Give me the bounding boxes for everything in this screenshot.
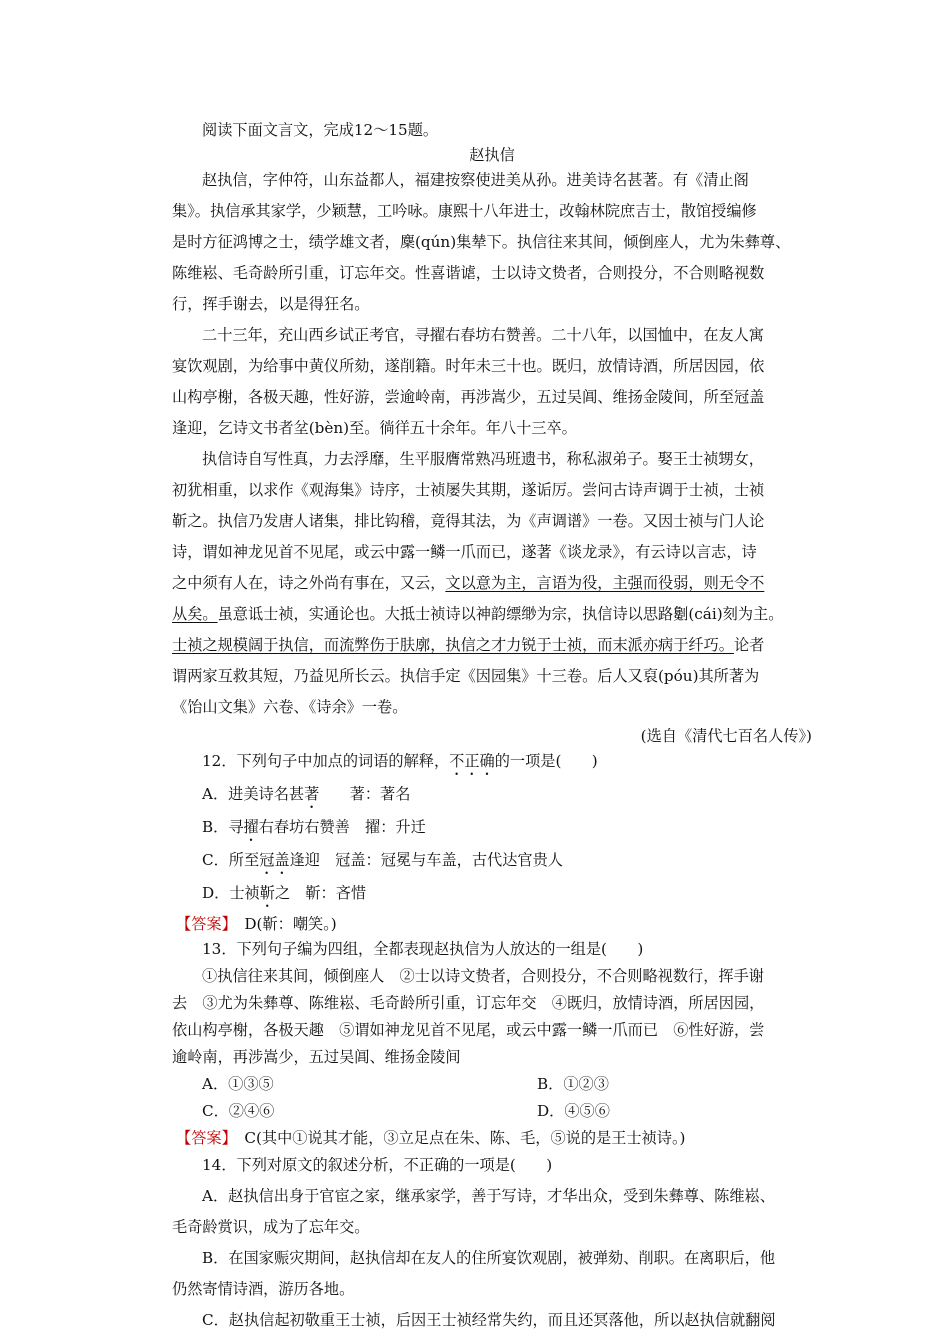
question-12	[172, 749, 812, 937]
text-line: 宴饮观剧，为给事中黄仪所劾，遂削籍。时年未三十也。既归，放情诗酒，所居因园，依	[172, 357, 765, 375]
text-span: 之中须有人在，诗之外尚有事在，又云，	[172, 574, 446, 592]
option-d	[172, 881, 812, 906]
passage-title: 赵执信	[469, 146, 515, 164]
question-13	[172, 937, 812, 1151]
text-line: 去 ③尤为朱彝尊、陈维崧、毛奇龄所引重，订忘年交 ④既归，放情诗酒，所居因园，	[172, 994, 765, 1012]
option-text: 右春坊右赞善 擢：升迁	[258, 818, 426, 836]
option-text: 著：著名	[319, 785, 411, 803]
option-b: B．①②③	[537, 1075, 609, 1093]
text-line: 集》。执信承其家学，少颖慧，工吟咏。康熙十八年进士，改翰林院庶吉士，散馆授编修	[172, 202, 757, 220]
text-line	[172, 633, 812, 658]
text-line	[172, 602, 812, 627]
answer-13	[172, 1126, 812, 1151]
underlined-sentence: 从矣。	[172, 605, 218, 623]
paragraph-2	[172, 323, 812, 441]
answer-text: D(靳：嘲笑。)	[229, 915, 337, 933]
text-line: 陈维崧、毛奇龄所引重，订忘年交。性喜谐谑，士以诗文贽者，合则投分，不合则略视数	[172, 264, 765, 282]
text-line: 仍然寄情诗酒，游历各地。	[172, 1280, 355, 1298]
option-text: C．所至	[202, 851, 260, 869]
question-stem: 14．下列对原文的叙述分析，不正确的一项是( )	[202, 1156, 553, 1174]
option-c: C．②④⑥	[202, 1102, 275, 1120]
option-b	[172, 815, 812, 840]
text-line: 执信诗自写性真，力去浮靡，生平服膺常熟冯班遗书，称私淑弟子。娶王士祯甥女，	[202, 450, 764, 468]
dotted-word: 靳	[259, 884, 275, 902]
question-stem	[172, 749, 812, 774]
text-line: 《饴山文集》六卷、《诗余》一卷。	[172, 698, 408, 716]
paragraph-1	[172, 168, 812, 317]
dotted-word: 冠盖	[259, 851, 290, 869]
option-a: A．①③⑤	[202, 1075, 274, 1093]
underlined-sentence: 士祯之规模阔于执信，而流弊伤于肤廓，执信之才力锐于士祯，而末派亦病于纤巧。	[172, 636, 734, 654]
text-line: 山构亭榭，各极天趣，性好游，尝逾岭南，再涉嵩少，五过吴阊、维扬金陵间，所至冠盖	[172, 388, 765, 406]
text-span: 论者	[733, 636, 765, 654]
answer-text: C(其中①说其才能，③立足点在朱、陈、毛，⑤说的是王士祯诗。)	[229, 1129, 686, 1147]
stem-emphasis: 不正确	[449, 752, 495, 770]
text-line: 赵执信，字仲符，山东益都人，福建按察使进美从孙。进美诗名甚著。有《清止阁	[202, 171, 749, 189]
answer-label: 【答案】	[176, 1129, 230, 1147]
option-a: A．赵执信出身于官宦之家，继承家学，善于写诗，才华出众，受到朱彝尊、陈维崧、	[202, 1187, 775, 1205]
text-line: 毛奇龄赏识，成为了忘年交。	[172, 1218, 370, 1236]
option-text: 逢迎 冠盖：冠冕与车盖，古代达官贵人	[289, 851, 563, 869]
text-line: 诗，谓如神龙见首不见尾，或云中露一鳞一爪而已，遂著《谈龙录》，有云诗以言志，诗	[172, 543, 757, 561]
text-line: 靳之。执信乃发唐人诸集，排比钩稽，竟得其法，为《声调谱》一卷。又因士祯与门人论	[172, 512, 765, 530]
option-text: B．寻	[202, 818, 244, 836]
option-text: 之 靳：吝惜	[274, 884, 367, 902]
option-c	[172, 848, 812, 873]
text-line: 谓两家互救其短，乃益见所长云。执信手定《因园集》十三卷。后人又裒(póu)其所著为	[172, 667, 760, 685]
text-line: 逢迎，乞诗文书者坌(bèn)至。徜徉五十余年。年八十三卒。	[172, 419, 577, 437]
paragraph-3	[172, 447, 812, 720]
option-c: C．赵执信起初敬重王士祯，后因王士祯经常失约，而且还冥落他，所以赵执信就翻阅	[202, 1311, 776, 1329]
text-line: 依山构亭榭，各极天趣 ⑤谓如神龙见首不见尾，或云中露一鳞一爪而已 ⑥性好游，尝	[172, 1021, 765, 1039]
option-a	[172, 782, 812, 807]
text-span: 虽意诋士祯，实通论也。大抵士祯诗以神韵缥缈为宗，执信诗以思路劖(cái)刻为主。	[217, 605, 784, 623]
underlined-sentence: 文以意为主，言语为役，主强而役弱，则无令不	[445, 574, 765, 592]
text-line: 是时方征鸿博之士，绩学雄文者，麇(qún)集辇下。执信往来其间，倾倒座人，尤为朱彝尊、	[172, 233, 791, 251]
document-page	[172, 118, 812, 1333]
text-line: ①执信往来其间，倾倒座人 ②士以诗文贽者，合则投分，不合则略视数行，挥手谢	[202, 967, 764, 985]
answer-label: 【答案】	[176, 915, 230, 933]
text-line: 行，挥手谢去，以是得狂名。	[172, 295, 370, 313]
dotted-word: 著	[304, 785, 320, 803]
question-14	[172, 1153, 812, 1333]
text-line: 二十三年，充山西乡试正考官，寻擢右春坊右赞善。二十八年，以国恤中，在友人寓	[202, 326, 764, 344]
text-line: 逾岭南，再涉嵩少，五过吴阊、维扬金陵间	[172, 1048, 461, 1066]
option-d: D．④⑤⑥	[537, 1102, 610, 1120]
options-row	[172, 1099, 812, 1124]
option-text: A．进美诗名甚	[202, 785, 305, 803]
stem-text: 12．下列句子中加点的词语的解释，	[202, 752, 450, 770]
question-stem: 13．下列句子编为四组，全都表现赵执信为人放达的一组是( )	[202, 940, 644, 958]
stem-text: 的一项是( )	[494, 752, 598, 770]
options-row	[172, 1072, 812, 1097]
option-text: D．士祯	[202, 884, 260, 902]
text-line	[172, 571, 812, 596]
source-citation: (选自《清代七百名人传》)	[640, 727, 812, 745]
dotted-word: 擢	[243, 818, 259, 836]
answer-12	[172, 912, 812, 937]
option-b: B．在国家赈灾期间，赵执信却在友人的住所宴饮观剧，被弹劾、削职。在离职后，他	[202, 1249, 776, 1267]
reading-instruction: 阅读下面文言文，完成12～15题。	[202, 121, 439, 139]
text-line: 初犹相重，以求作《观海集》诗序，士祯屡失其期，遂诟厉。尝问古诗声调于士祯，士祯	[172, 481, 765, 499]
